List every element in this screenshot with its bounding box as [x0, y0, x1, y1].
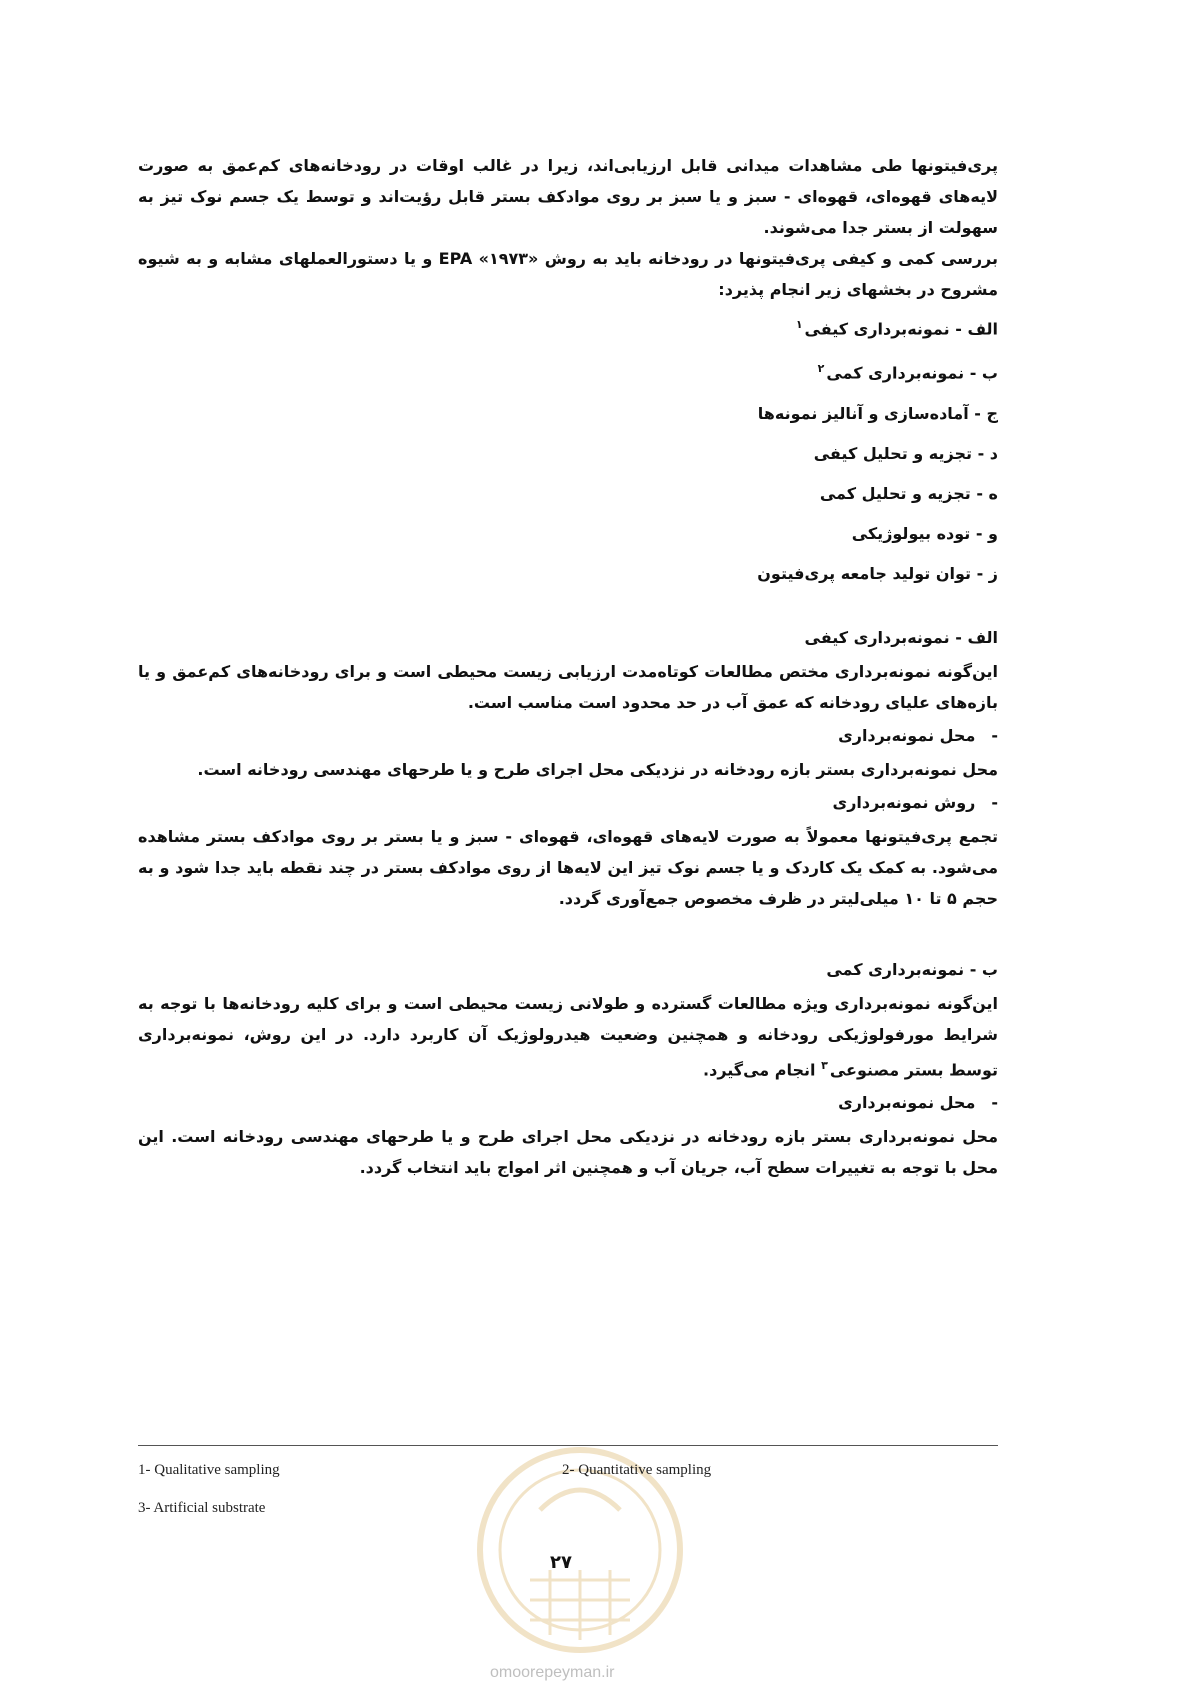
section-b-paragraph: این‌گونه نمونه‌برداری ویژه مطالعات گسترده و طولانی زیست محیطی است و برای کلیه رودخانه‌ها با توجه به شرایط مورفولوژیکی رودخانه و همچنین وضعیت هیدرولوژیک آن کاربرد دارد. در این روش، نمونه‌برداری توسط بستر مصنوعی$^۳$ انجام می‌گیرد. — [138, 993, 998, 1079]
steps-list — [138, 305, 998, 594]
section-a-location-text: محل نمونه‌برداری بستر بازه رودخانه در نزدیکی محل اجرای طرح و یا طرحهای مهندسی رودخانه است. — [197, 759, 998, 779]
section-b-location-text: محل نمونه‌برداری بستر بازه رودخانه در نزدیکی محل اجرای طرح و یا طرحهای مهندسی رودخانه است. این محل با توجه به تغییرات سطح آب، جریان آب و همچنین اثر امواج باید انتخاب گردد. — [138, 1126, 998, 1177]
section-a-location-heading: -محل نمونه‌برداری — [838, 725, 998, 745]
section-b-title: ب - نمونه‌برداری کمی — [826, 959, 998, 979]
list-item: ه - تجزیه و تحلیل کمی — [819, 483, 998, 503]
footnote-3: 3- Artificial substrate — [138, 1500, 266, 1516]
list-item: الف - نمونه‌برداری کیفی$^۱$ — [795, 318, 998, 339]
section-a-title: الف - نمونه‌برداری کیفی — [804, 627, 998, 647]
list-item: ب - نمونه‌برداری کمی$^۲$ — [817, 362, 998, 383]
section-a-method-heading: -روش نمونه‌برداری — [832, 792, 998, 812]
section-a-paragraph: این‌گونه نمونه‌برداری مختص مطالعات کوتاه‌مدت ارزیابی زیست محیطی است و برای رودخانه‌های کم‌عمق و یا بازه‌های علیای رودخانه که عمق آب در حد محدود است مناسب است. — [138, 661, 998, 712]
list-item: ج - آماده‌سازی و آنالیز نمونه‌ها — [757, 403, 998, 423]
list-item: ز - توان تولید جامعه پری‌فیتون — [757, 563, 998, 583]
footnote-1: 1- Qualitative sampling — [138, 1462, 280, 1478]
intro-paragraph-1: پری‌فیتونها طی مشاهدات میدانی قابل ارزیابی‌اند، زیرا در غالب اوقات در رودخانه‌های کم‌عمق به صورت لایه‌های قهوه‌ای، قهوه‌ای - سبز و یا سبز بر روی موادکف بستر قابل رؤیت‌اند و توسط یک جسم نوک تیز به سهولت از بستر جدا می‌شوند. — [138, 156, 998, 237]
page-number: ۲۷ — [550, 1552, 572, 1573]
section-b-location-heading: -محل نمونه‌برداری — [838, 1092, 998, 1112]
section-a-method-text: تجمع پری‌فیتونها معمولاً به صورت لایه‌های قهوه‌ای، قهوه‌ای - سبز و یا بستر بر روی موادکف بستر مشاهده می‌شود. به کمک یک کاردک و یا جسم نوک تیز این لایه‌ها از روی موادکف بستر در چند نقطه باید جدا شود و به حجم ۵ تا ۱۰ میلی‌لیتر در ظرف مخصوص جمع‌آوری گردد. — [138, 826, 998, 908]
list-item: د - تجزیه و تحلیل کیفی — [813, 443, 998, 463]
footnote-2: 2- Quantitative sampling — [562, 1462, 712, 1478]
intro-paragraph-2: بررسی کمی و کیفی پری‌فیتونها در رودخانه باید به روش «EPA «۱۹۷۳ و یا دستورالعملهای مشابه و به شیوه مشروح در بخشهای زیر انجام پذیرد: — [138, 249, 998, 299]
main-text — [138, 150, 998, 1183]
list-item: و - توده بیولوژیکی — [851, 523, 998, 543]
watermark-text: omoorepeyman.ir — [490, 1664, 615, 1681]
